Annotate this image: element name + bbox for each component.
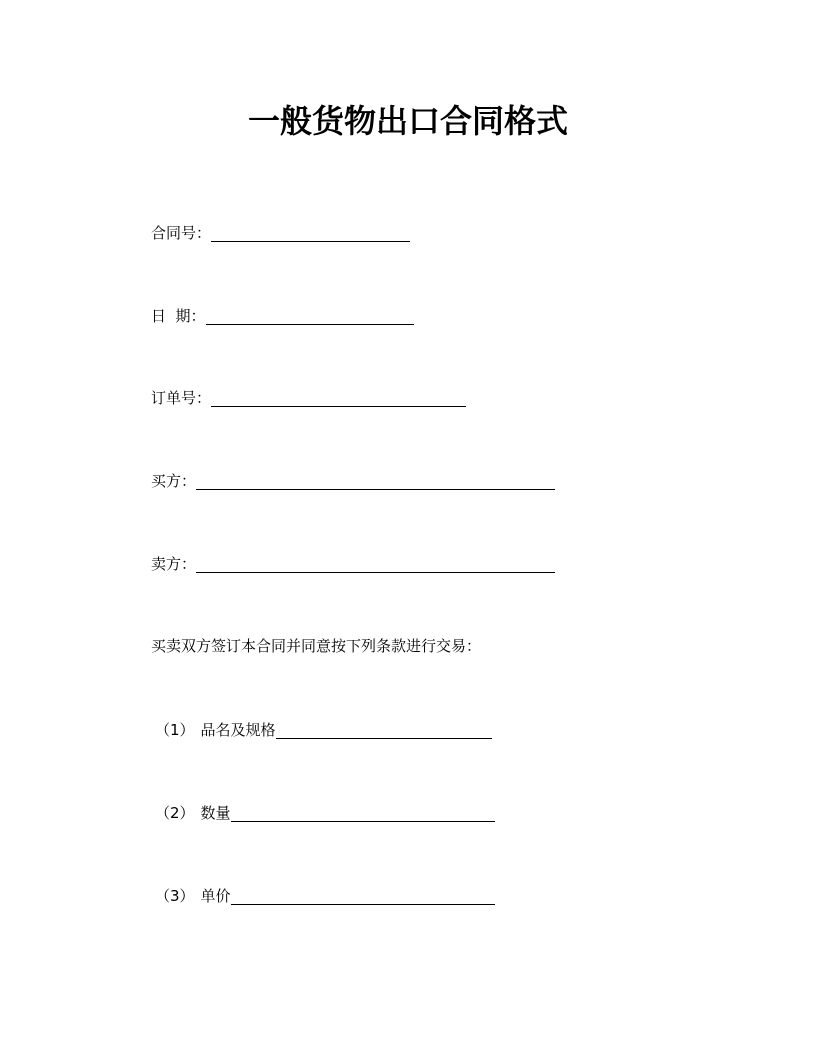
document-title: 一般货物出口合同格式 <box>247 102 568 140</box>
seller-blank[interactable] <box>196 555 555 573</box>
buyer-label: 买方： <box>151 472 197 490</box>
item-number: （1） <box>155 721 195 739</box>
unit-price-blank[interactable] <box>231 887 495 905</box>
date-label: 日 期： <box>151 307 206 325</box>
item-label: 数量 <box>200 804 231 822</box>
item-quantity <box>155 796 495 822</box>
contract-number-blank[interactable] <box>211 224 410 242</box>
contract-number-label: 合同号： <box>151 224 212 242</box>
item-product-specification <box>155 713 492 739</box>
intro-paragraph: 买卖双方签订本合同并同意按下列条款进行交易： <box>151 637 482 655</box>
item-number: （3） <box>155 887 195 905</box>
date-field <box>151 299 414 325</box>
date-blank[interactable] <box>206 307 414 325</box>
item-unit-price <box>155 879 495 905</box>
seller-label: 卖方： <box>151 555 197 573</box>
order-number-blank[interactable] <box>211 389 466 407</box>
quantity-blank[interactable] <box>231 804 495 822</box>
item-label: 单价 <box>200 887 231 905</box>
product-specification-blank[interactable] <box>276 721 492 739</box>
item-number: （2） <box>155 804 195 822</box>
order-number-field <box>151 381 466 407</box>
contract-number-field <box>151 216 410 242</box>
buyer-blank[interactable] <box>196 472 555 490</box>
buyer-field <box>151 464 555 490</box>
item-label: 品名及规格 <box>200 721 276 739</box>
seller-field <box>151 547 555 573</box>
order-number-label: 订单号： <box>151 389 212 407</box>
